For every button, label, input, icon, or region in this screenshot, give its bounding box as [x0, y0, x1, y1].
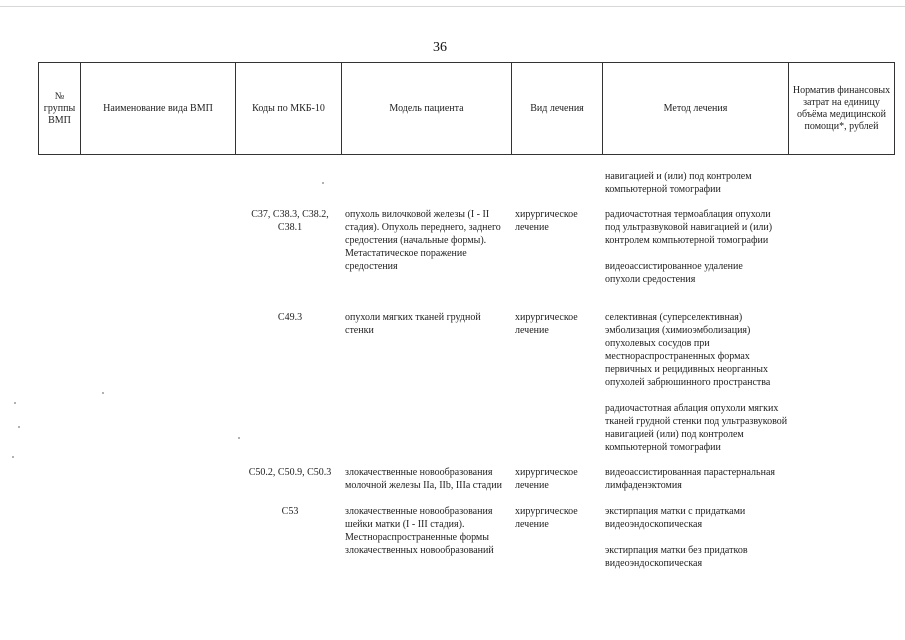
- codes-r1: С37, С38.3, С38.2, С38.1: [251, 209, 329, 233]
- scan-speck: [14, 402, 16, 404]
- method-r1-a: радиочастотная термоаблация опухоли под ультразвуковой навигацией и (или) контролем компьютерной томографии: [605, 209, 773, 246]
- page-top-edge: [0, 6, 905, 7]
- method-r2-b: радиочастотная аблация опухоли мягких тканей грудной стенки под ультразвуковой навигацией (или) под контролем компьютерной томографии: [605, 403, 788, 453]
- model-r4: злокачественные новообразования шейки матки (I - III стадия). Местнораспространенные формы злокачественных новообразований: [345, 506, 494, 556]
- codes-r4: С53: [281, 506, 299, 517]
- header-treatment-method: Метод лечения: [602, 63, 788, 154]
- scan-speck: [238, 437, 240, 439]
- method-r1-b: видеоассистированное удаление опухоли средостения: [605, 261, 743, 285]
- header-treatment-type: Вид лечения: [511, 63, 602, 154]
- page-number: 36: [433, 40, 447, 55]
- model-r3: злокачественные новообразования молочной железы IIa, IIb, IIIa стадии: [345, 467, 502, 491]
- method-r2-a: селективная (суперселективная) эмболизация (химиоэмболизация) опухолевых сосудов при местнораспространенных формах первичных и рецидивных неорганных опухолей забрюшинного пространства: [605, 312, 771, 388]
- treatment-r1: хирургическое лечение: [515, 209, 578, 233]
- header-vmp-name: Наименование вида ВМП: [80, 63, 235, 154]
- treatment-r3: хирургическое лечение: [515, 467, 578, 491]
- model-r1: опухоль вилочковой железы (I - II стадия). Опухоль переднего, заднего средостения (начальные формы). Метастатическое поражение средостения: [345, 209, 501, 272]
- scan-speck: [322, 182, 324, 184]
- codes-r3: С50.2, С50.9, С50.3: [248, 467, 332, 478]
- header-group-number: № группы ВМП: [38, 63, 80, 154]
- treatment-r4: хирургическое лечение: [515, 506, 578, 530]
- scan-speck: [102, 392, 104, 394]
- header-icd-codes: Коды по МКБ-10: [235, 63, 341, 154]
- method-r0: навигацией и (или) под контролем компьютерной томографии: [605, 171, 752, 195]
- scan-speck: [12, 456, 14, 458]
- header-cost-norm: Норматив финансовых затрат на единицу объёма медицинской помощи*, рублей: [788, 63, 895, 154]
- method-r4-a: экстирпация матки с придатками видеоэндоскопическая: [605, 506, 746, 530]
- method-r4: [605, 505, 780, 570]
- table-header: [38, 62, 895, 155]
- method-r3: видеоассистированная парастернальная лимфаденэктомия: [605, 467, 775, 491]
- method-r4-b: экстирпация матки без придатков видеоэндоскопическая: [605, 545, 748, 569]
- header-patient-model: Модель пациента: [341, 63, 511, 154]
- model-r2: опухоли мягких тканей грудной стенки: [345, 312, 481, 336]
- scan-speck: [18, 426, 20, 428]
- method-r1: [605, 208, 780, 286]
- codes-r2: С49.3: [277, 312, 303, 323]
- treatment-r2: хирургическое лечение: [515, 312, 578, 336]
